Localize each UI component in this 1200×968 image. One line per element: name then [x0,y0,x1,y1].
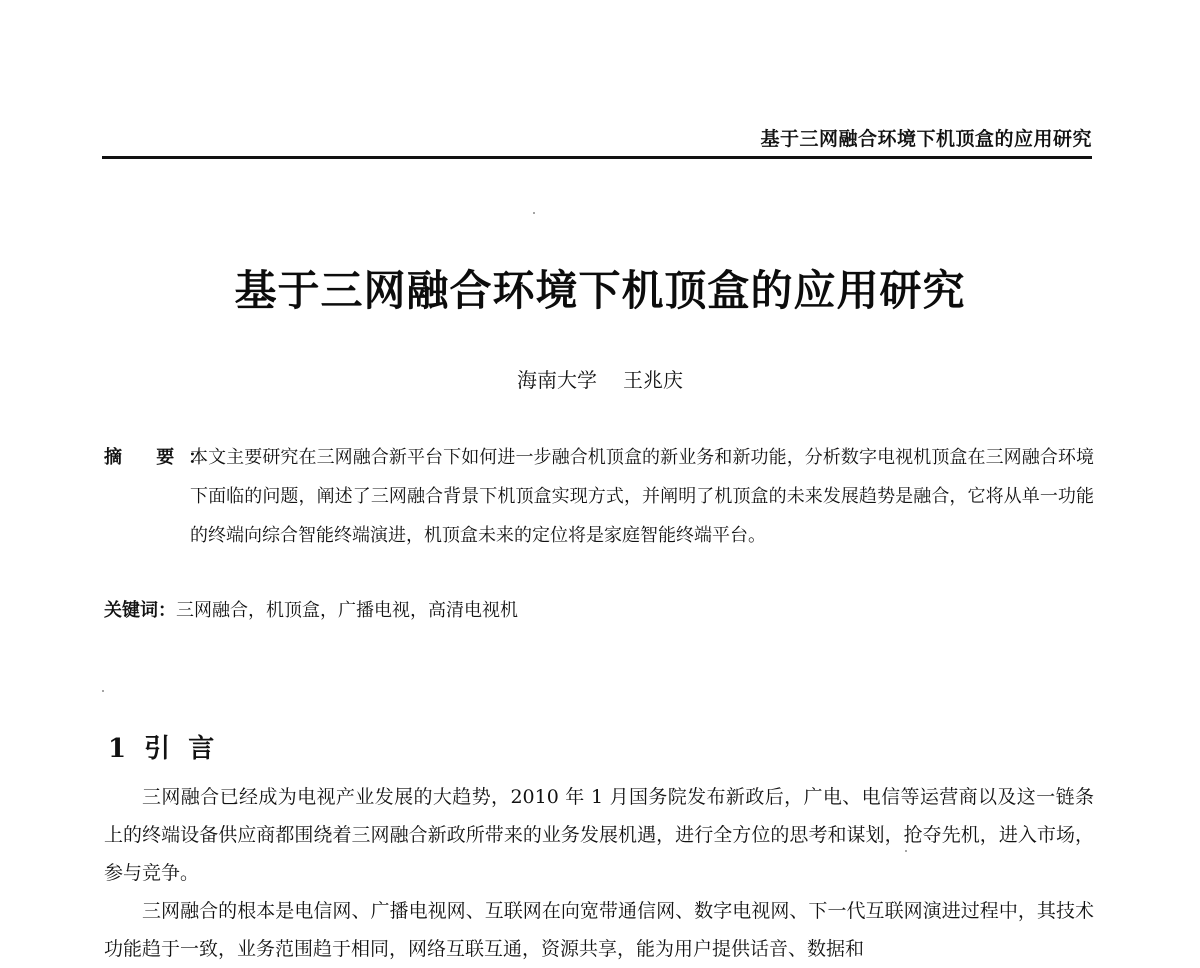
author-line [0,364,1200,393]
paper-title: 基于三网融合环境下机顶盒的应用研究 [234,266,966,315]
scan-speck [102,690,104,692]
abstract-text: 本文主要研究在三网融合新平台下如何进一步融合机顶盒的新业务和新功能，分析数字电视机顶盒在三网融合环境下面临的问题，阐述了三网融合背景下机顶盒实现方式，并阐明了机顶盒的未来发展趋势是融合，它将从单一功能的终端向综合智能终端演进，机顶盒未来的定位将是家庭智能终端平台。 [190,447,1094,546]
author-name: 王兆庆 [623,368,683,392]
header-rule [102,156,1092,159]
running-header: 基于三网融合环境下机顶盒的应用研究 [760,128,1092,150]
body-paragraph: 三网融合已经成为电视产业发展的大趋势，2010 年 1 月国务院发布新政后，广电、电信等运营商以及这一链条上的终端设备供应商都围绕着三网融合新政所带来的业务发展机遇，进行全方位的思考和谋划，抢夺先机，进入市场，参与竞争。 [104,786,1094,884]
section-number: 1 [108,734,127,764]
section-heading [108,728,214,765]
keywords-label: 关键词： [104,600,176,621]
body-paragraph: 三网融合的根本是电信网、广播电视网、互联网在向宽带通信网、数字电视网、下一代互联网演进过程中，其技术功能趋于一致，业务范围趋于相同，网络互联互通，资源共享，能为用户提供话音、数据和 [104,900,1094,960]
keywords [104,596,1094,626]
scan-speck [533,212,535,214]
abstract [104,438,1094,555]
author-affiliation: 海南大学 [517,368,597,392]
abstract-label: 摘 要： [104,447,221,468]
body-text [104,778,1094,968]
section-title: 引 言 [144,734,215,764]
keywords-text: 三网融合，机顶盒，广播电视，高清电视机 [176,600,518,621]
